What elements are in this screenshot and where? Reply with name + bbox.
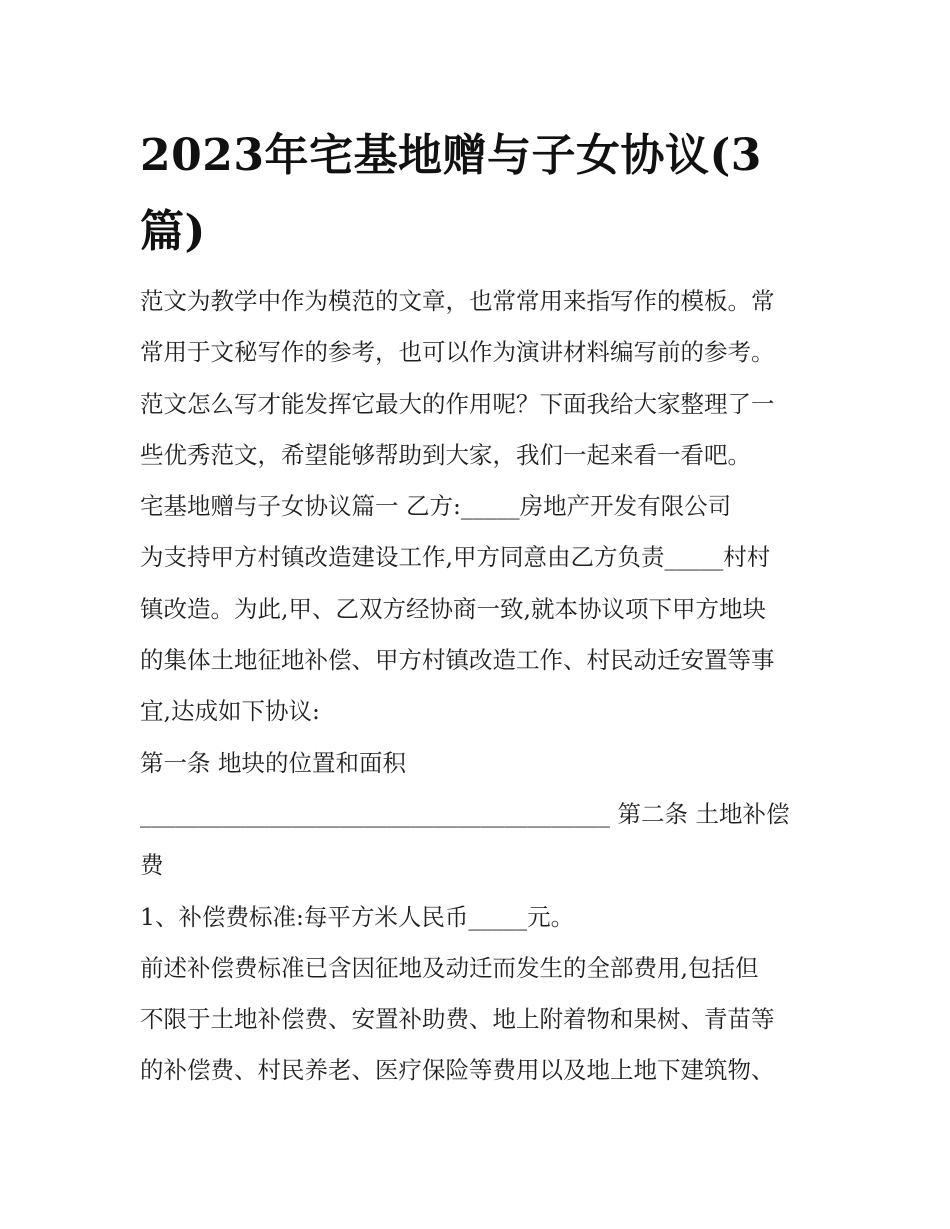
body-line: 常用于文秘写作的参考，也可以作为演讲材料编写前的参考。 bbox=[140, 338, 775, 367]
body-line: ________________________________________ 第二条 土地补偿 bbox=[140, 799, 790, 828]
body-line: 的集体土地征地补偿、甲方村镇改造工作、村民动迁安置等事 bbox=[140, 646, 775, 675]
body-line: 范文为教学中作为模范的文章，也常常用来指写作的模板。常 bbox=[140, 287, 775, 315]
document-body bbox=[140, 276, 820, 1097]
body-line: 前述补偿费标准已含因征地及动迁而发生的全部费用,包括但 bbox=[140, 953, 759, 982]
body-line: 宜,达成如下协议: bbox=[140, 697, 320, 726]
document-title bbox=[140, 118, 820, 270]
section-heading: 第一条 地块的位置和面积 bbox=[140, 748, 406, 777]
body-line: 范文怎么写才能发挥它最大的作用呢？下面我给大家整理了一 bbox=[140, 389, 775, 418]
body-line: 不限于土地补偿费、安置补助费、地上附着物和果树、青苗等 bbox=[140, 1005, 775, 1034]
body-line: 为支持甲方村镇改造建设工作,甲方同意由乙方负责_____村村 bbox=[140, 543, 771, 572]
body-line: 费 bbox=[140, 851, 164, 880]
body-line: 的补偿费、村民养老、医疗保险等费用以及地上地下建筑物、 bbox=[140, 1056, 775, 1085]
body-line: 宅基地赠与子女协议篇一 乙方:_____房地产开发有限公司 bbox=[140, 492, 732, 521]
title-line: 2023年宅基地赠与子女协议(3 bbox=[140, 130, 762, 181]
body-line: 1、补偿费标准:每平方米人民币_____元。 bbox=[140, 902, 575, 931]
body-line: 些优秀范文，希望能够帮助到大家，我们一起来看一看吧。 bbox=[140, 440, 751, 469]
body-line: 镇改造。为此,甲、乙双方经协商一致,就本协议项下甲方地块 bbox=[140, 594, 766, 623]
title-line: 篇) bbox=[140, 206, 206, 257]
